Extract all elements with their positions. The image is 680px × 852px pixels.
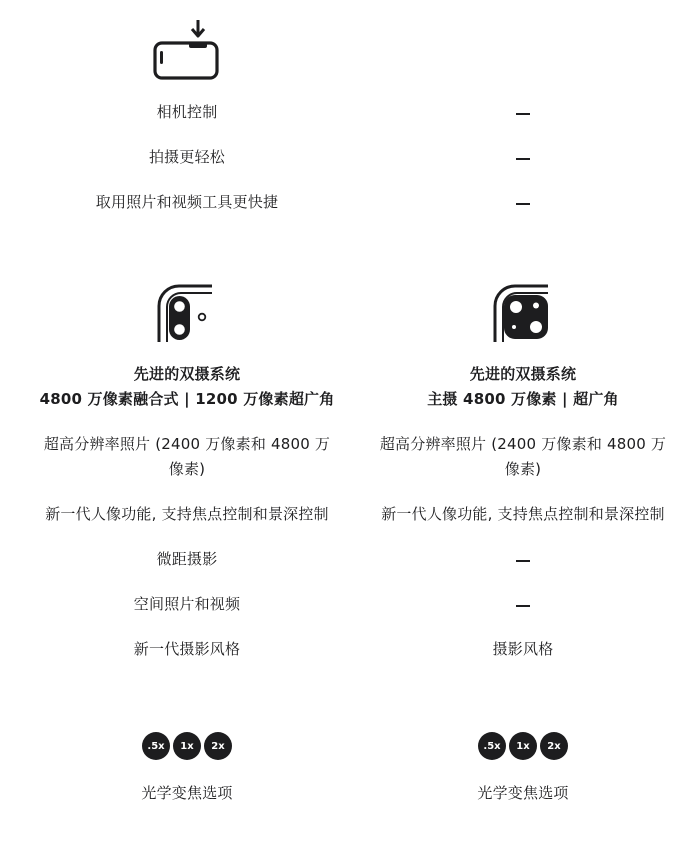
dual-camera-square-icon bbox=[373, 284, 673, 344]
feature-unavailable-dash bbox=[373, 113, 673, 115]
zoom-badge-0-5x: .5x bbox=[142, 732, 170, 760]
feature-unavailable-dash bbox=[373, 203, 673, 205]
optical-zoom-label: 光学变焦选项 bbox=[141, 784, 233, 802]
feature-high-resolution: 超高分辨率照片 (2400 万像素和 4800 万像素) bbox=[379, 435, 667, 478]
camera-system-heading: 先进的双摄系统 bbox=[133, 365, 241, 383]
feature-unavailable-dash bbox=[373, 158, 673, 160]
feature-macro: 微距摄影 bbox=[156, 550, 218, 568]
feature-unavailable-dash bbox=[373, 605, 673, 607]
camera-control-icon bbox=[37, 18, 337, 82]
feature-easier-shooting: 拍摄更轻松 bbox=[148, 148, 225, 166]
camera-system-specs: 4800 万像素融合式 | 1200 万像素超广角 bbox=[39, 390, 335, 408]
zoom-badge-2x: 2x bbox=[204, 732, 232, 760]
camera-system-heading: 先进的双摄系统 bbox=[469, 365, 577, 383]
feature-photo-styles: 摄影风格 bbox=[492, 640, 554, 658]
zoom-badge-1x: 1x bbox=[509, 732, 537, 760]
camera-system-specs: 主摄 4800 万像素 | 超广角 bbox=[427, 390, 619, 408]
feature-unavailable-dash bbox=[373, 560, 673, 562]
feature-portrait: 新一代人像功能, 支持焦点控制和景深控制 bbox=[381, 505, 665, 523]
optical-zoom-label: 光学变焦选项 bbox=[477, 784, 569, 802]
optical-zoom-options bbox=[373, 732, 673, 760]
feature-high-resolution: 超高分辨率照片 (2400 万像素和 4800 万像素) bbox=[43, 435, 331, 478]
zoom-badge-2x: 2x bbox=[540, 732, 568, 760]
feature-quick-tools: 取用照片和视频工具更快捷 bbox=[95, 193, 279, 211]
feature-spatial: 空间照片和视频 bbox=[133, 595, 241, 613]
dual-camera-diagonal-icon bbox=[37, 284, 337, 344]
feature-photo-styles: 新一代摄影风格 bbox=[133, 640, 241, 658]
optical-zoom-options bbox=[37, 732, 337, 760]
zoom-badge-0-5x: .5x bbox=[478, 732, 506, 760]
feature-portrait: 新一代人像功能, 支持焦点控制和景深控制 bbox=[45, 505, 329, 523]
zoom-badge-1x: 1x bbox=[173, 732, 201, 760]
feature-camera-control: 相机控制 bbox=[156, 103, 218, 121]
